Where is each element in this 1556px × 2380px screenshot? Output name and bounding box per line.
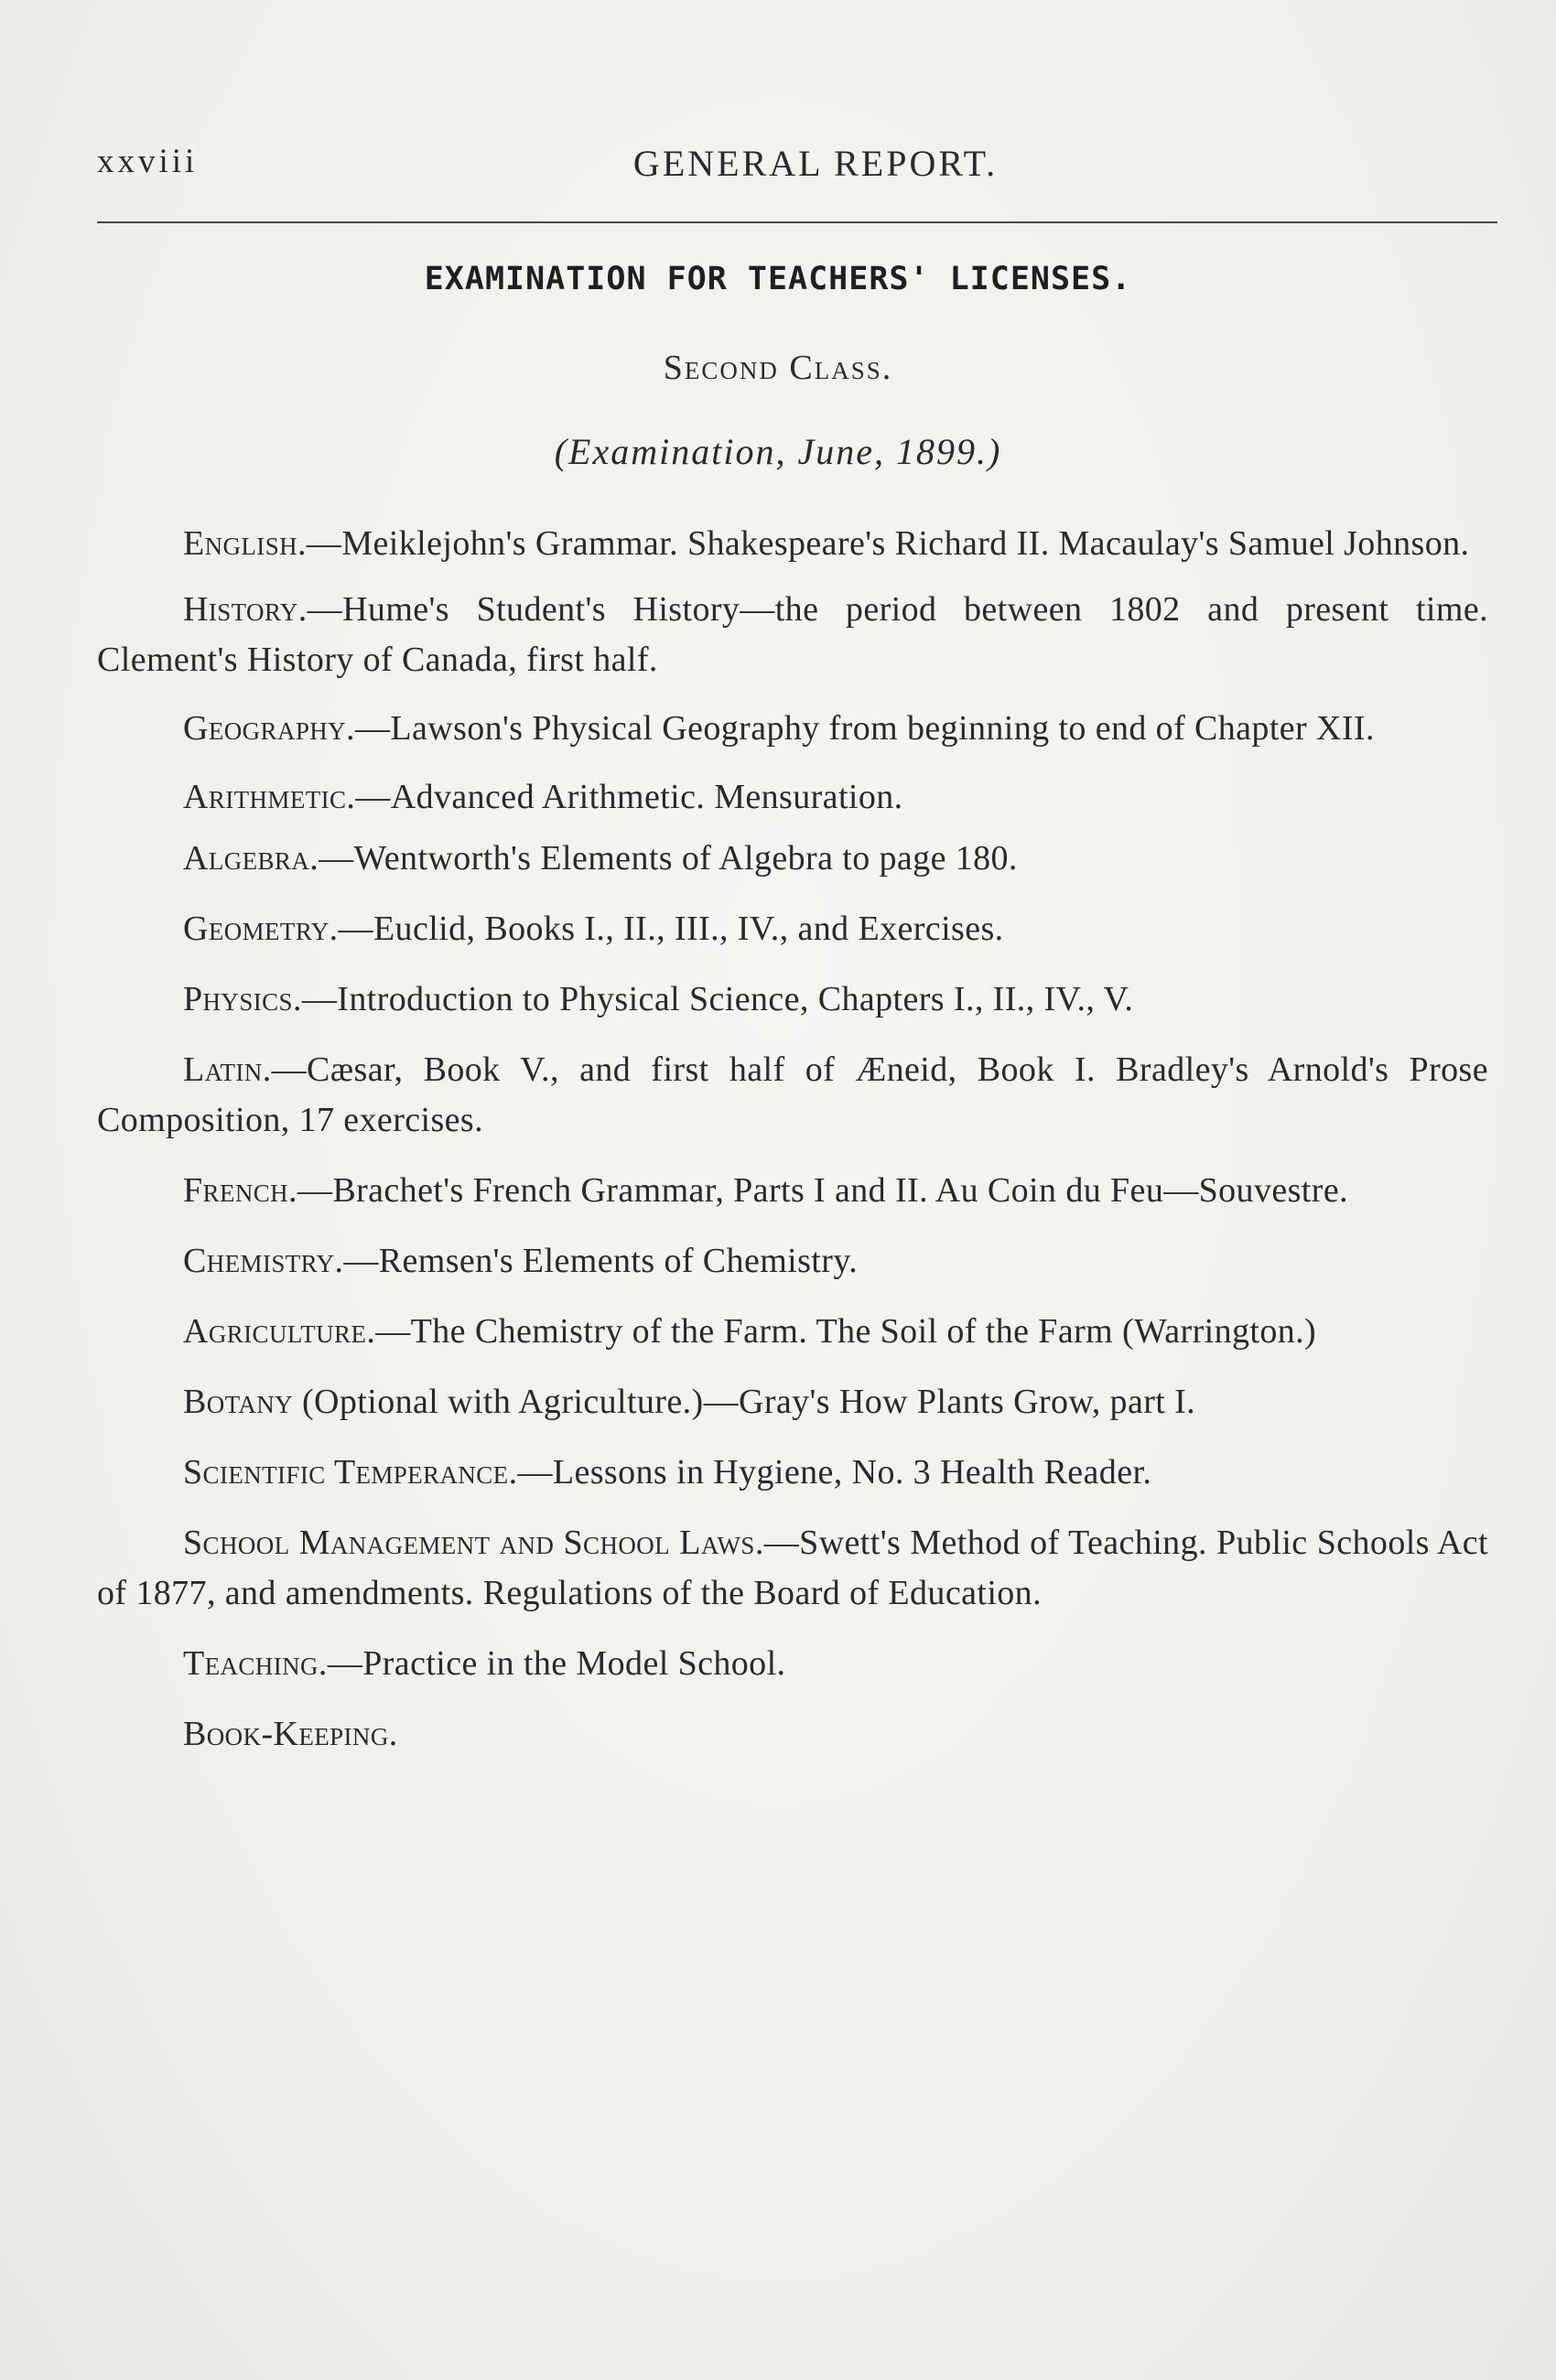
subject-text: —Swett's Method of Teaching. Public Schools Act of 1877, and amendments. Regulations of the Board of Education. [97, 1524, 1489, 1612]
subject-text: —Wentworth's Elements of Algebra to page 180. [319, 839, 1018, 878]
entry-geometry [97, 904, 1488, 954]
subject-text: —Euclid, Books I., II., III., IV., and Exercises. [338, 910, 1004, 948]
subject-name: Geometry. [183, 910, 339, 948]
subject-name: Algebra. [183, 839, 319, 878]
subject-name: French. [183, 1171, 297, 1210]
subject-text: —Cæsar, Book V., and first half of Æneid, Book I. Bradley's Arnold's Prose Composition, 17 exercises. [97, 1050, 1488, 1139]
subject-name: Teaching. [183, 1644, 328, 1683]
exam-title: EXAMINATION FOR TEACHERS' LICENSES. [424, 261, 1132, 297]
class-title: Second Class. [663, 349, 893, 387]
subject-text: —Lessons in Hygiene, No. 3 Health Reader. [517, 1453, 1152, 1492]
entry-botany [97, 1377, 1488, 1427]
subject-name: Scientific Temperance. [183, 1453, 518, 1492]
subject-name: Arithmetic. [183, 778, 356, 816]
entry-scientific-temperance [97, 1448, 1488, 1498]
subject-name: Agriculture. [183, 1312, 376, 1351]
subject-text: (Optional with Agriculture.)—Gray's How Plants Grow, part I. [293, 1383, 1196, 1421]
header-rule [97, 221, 1497, 223]
entry-history [97, 585, 1488, 685]
running-head [97, 142, 1497, 197]
page-number: xxviii [97, 143, 199, 180]
subject-text: —Hume's Student's History—the period between 1802 and present time. Clement's History of Canada, first half. [97, 590, 1488, 679]
subject-text: —Brachet's French Grammar, Parts I and II. Au Coin du Feu—Souvestre. [297, 1171, 1348, 1210]
subject-text: —The Chemistry of the Farm. The Soil of the Farm (Warrington.) [375, 1312, 1317, 1351]
exam-date: (Examination, June, 1899.) [554, 431, 1002, 472]
subject-name: English. [183, 524, 307, 563]
subject-text: —Introduction to Physical Science, Chapters I., II., IV., V. [301, 980, 1134, 1018]
subject-text: —Remsen's Elements of Chemistry. [343, 1242, 859, 1280]
subject-text: —Practice in the Model School. [327, 1644, 786, 1683]
subject-list [97, 519, 1488, 1760]
entry-english [97, 519, 1488, 569]
entry-school-management [97, 1518, 1488, 1619]
subject-name: Botany [183, 1383, 294, 1421]
subject-name: Book-Keeping. [183, 1715, 398, 1753]
entry-chemistry [97, 1236, 1488, 1287]
subject-name: Physics. [183, 980, 302, 1018]
subject-name: Geography. [183, 709, 355, 748]
subject-text: —Advanced Arithmetic. Mensuration. [355, 778, 903, 816]
entry-latin [97, 1045, 1488, 1146]
subject-text: —Meiklejohn's Grammar. Shakespeare's Richard II. Macaulay's Samuel Johnson. [306, 524, 1470, 563]
subject-name: Latin. [183, 1050, 272, 1089]
entry-book-keeping [97, 1709, 1488, 1760]
entry-physics [97, 975, 1488, 1025]
subject-name: History. [183, 590, 308, 629]
subject-text: —Lawson's Physical Geography from beginning to end of Chapter XII. [354, 709, 1375, 748]
entry-geography [97, 704, 1488, 754]
subject-name: Chemistry. [183, 1242, 344, 1280]
entry-agriculture [97, 1307, 1488, 1357]
subject-name: School Management and School Laws. [183, 1524, 764, 1562]
entry-arithmetic [97, 772, 1488, 823]
entry-french [97, 1166, 1488, 1216]
entry-algebra [97, 834, 1488, 884]
running-title: GENERAL REPORT. [632, 143, 999, 184]
entry-teaching [97, 1639, 1488, 1689]
